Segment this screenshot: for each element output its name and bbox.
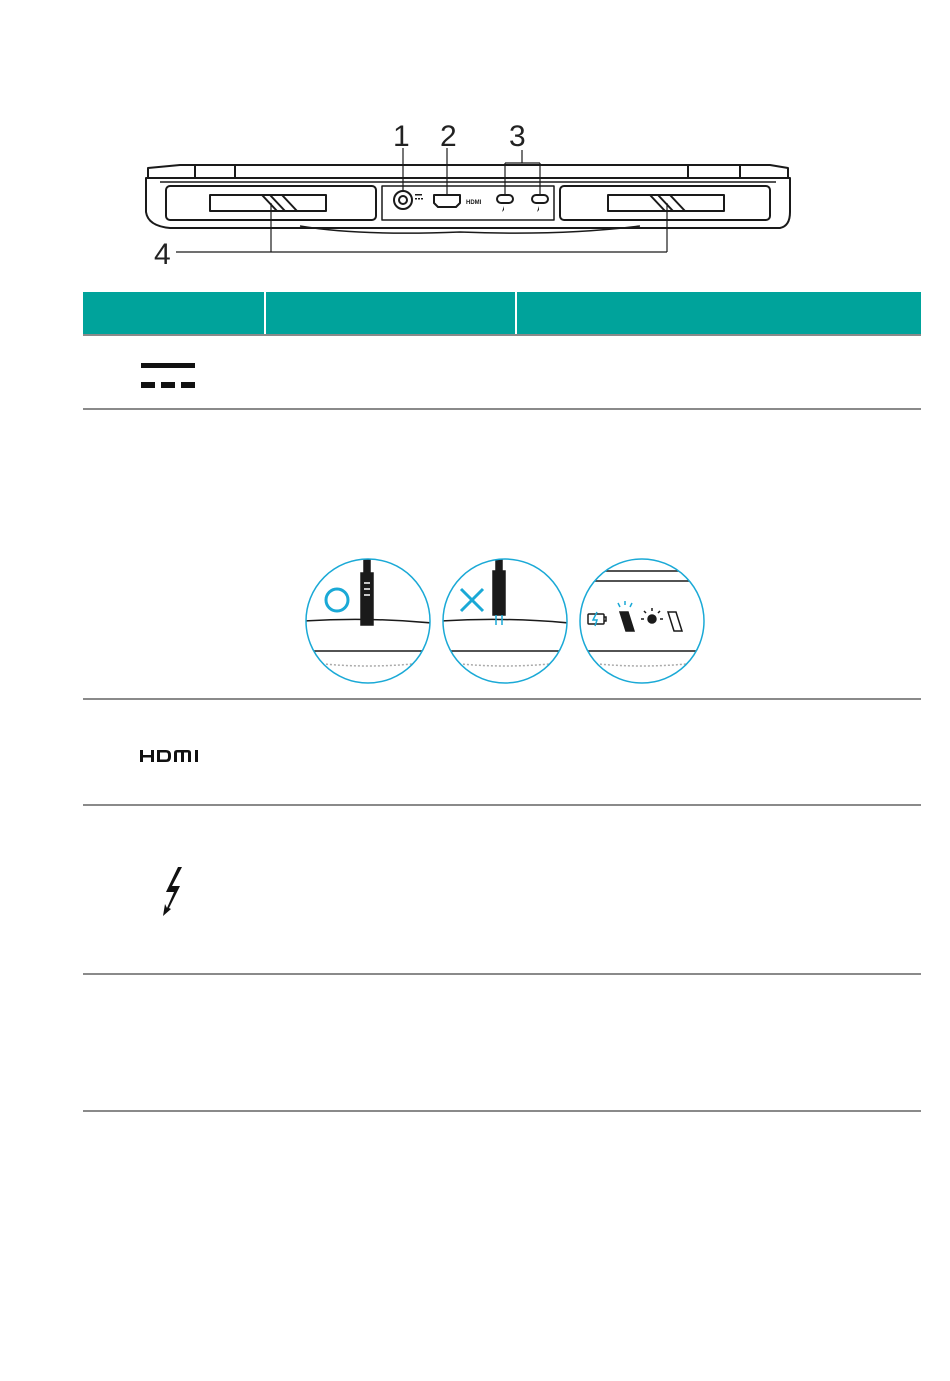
header-divider [515,292,517,335]
rear-hdmi-label: HDMI [466,200,482,206]
thunderbolt-icon [158,866,188,918]
hdmi-icon [140,749,206,763]
row-rule [83,408,921,410]
row-rule [83,804,921,806]
callout-4: 4 [154,238,171,271]
callout-3: 3 [509,120,526,153]
header-bottom-rule [83,334,921,336]
callout-2: 2 [440,120,457,153]
dc-power-icon [140,362,196,392]
dc-plug-incorrect-illustration [441,557,569,685]
row-rule [83,973,921,975]
dc-plug-correct-illustration [304,557,432,685]
table-header [83,292,921,335]
callout-1: 1 [393,120,410,153]
header-divider [264,292,266,335]
laptop-rear-illustration [0,0,950,280]
row-rule [83,1110,921,1112]
charging-led-illustration [578,557,706,685]
rear-view-figure [0,0,950,280]
row-rule [83,698,921,700]
